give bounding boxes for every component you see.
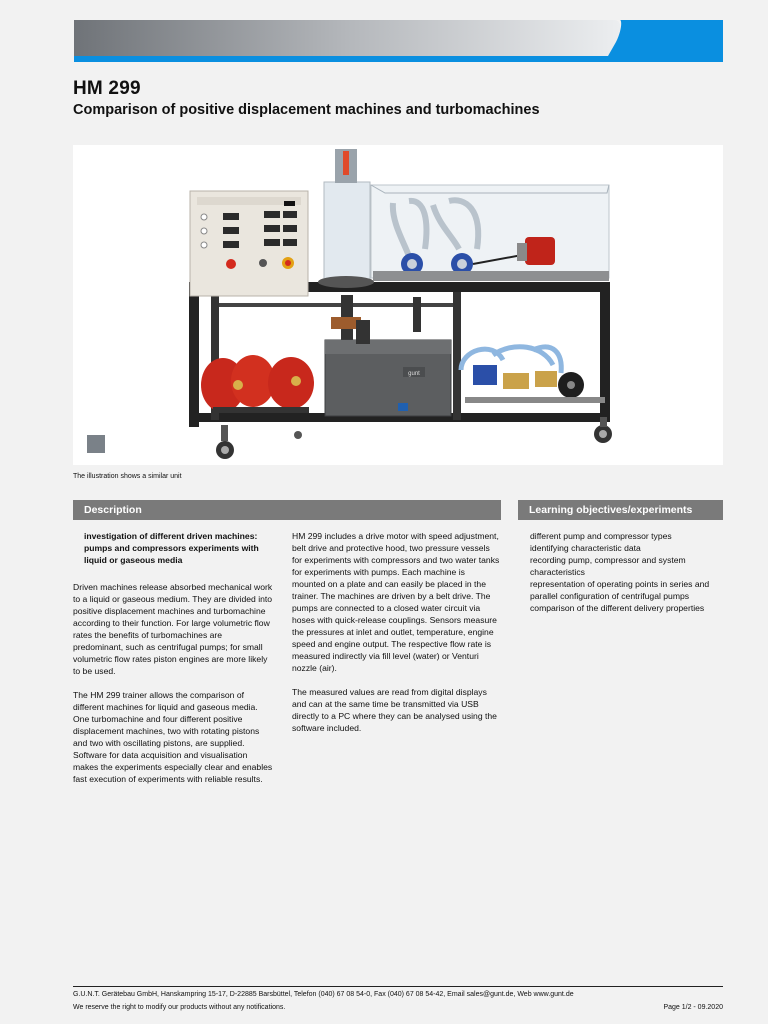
list-item: comparison of the different delivery properties xyxy=(530,603,705,613)
description-column-1 xyxy=(73,530,273,797)
footer-address: G.U.N.T. Gerätebau GmbH, Hanskampring 15-17, D-22885 Barsbüttel, Telefon (040) 67 08 54-0, Fax (040) 67 08 54-42, Email sales@gunt.de, Web www.gunt.de xyxy=(73,991,574,998)
product-code: HM 299 xyxy=(73,78,141,99)
list-item: recording pump, compressor and system characteristics xyxy=(530,555,686,577)
description-header: Description xyxy=(73,500,501,520)
list-item: representation of operating points in series and parallel configuration of centrifugal pumps xyxy=(530,579,710,601)
title-block xyxy=(73,78,713,120)
learning-objectives-list xyxy=(530,530,725,614)
product-subtitle: Comparison of positive displacement machines and turbomachines xyxy=(73,102,540,118)
description-paragraph: Driven machines release absorbed mechanical work to a liquid or gaseous medium. They are divided into positive displacement machines and turbomachine according to their function. For large volumetric flow rates the benefits of turbomachines are predominant, such as centrifugal pumps; for small volumetric flow rates piston engines are more likely to be used. xyxy=(73,582,273,676)
footer-divider xyxy=(73,986,723,987)
description-lead: investigation of different driven machines: pumps and compressors experiments with liquid or gaseous media xyxy=(84,531,259,565)
description-column-2 xyxy=(292,530,500,746)
page-number: Page 1/2 - 09.2020 xyxy=(663,1004,723,1011)
learning-objectives-column xyxy=(530,530,725,614)
product-photo xyxy=(73,145,723,465)
description-paragraph: HM 299 includes a drive motor with speed adjustment, belt drive and protective hood, two pressure vessels for experiments with compressors and two water tanks for experiments with pumps. Each machine is mounted on a plate and can easily be placed in the trainer. The machines are driven by a belt drive. The pumps are connected to a closed water circuit via hoses with quick-release couplings. Sensors measure the pressures at inlet and outlet, temperature, engine speed and engine output. The respective flow rate is measured indirectly via fill level (water) or Venturi nozzle (air). xyxy=(292,531,500,673)
header-banner xyxy=(74,20,723,62)
tank-label: gunt xyxy=(408,371,420,377)
footer-bottom-line xyxy=(73,1003,723,1013)
learning-objectives-header: Learning objectives/experiments xyxy=(518,500,723,520)
list-item: different pump and compressor types xyxy=(530,531,672,541)
photo-caption: The illustration shows a similar unit xyxy=(73,473,182,480)
list-item: identifying characteristic data xyxy=(530,543,641,553)
footer-disclaimer: We reserve the right to modify our products without any notifications. xyxy=(73,1004,286,1011)
description-paragraph: The measured values are read from digital displays and can at the same time be transmitted via USB directly to a PC where they can be analysed using the software included. xyxy=(292,687,497,733)
description-paragraph: The HM 299 trainer allows the comparison of different machines for liquid and gaseous media. One turbomachine and four different positive displacement machines, two with rotating pistons and two with oscillating pistons, are supplied. Software for data acquisition and visualisation makes the experiments especially clear and enables fast execution of experiments with reliable results. xyxy=(73,690,273,784)
